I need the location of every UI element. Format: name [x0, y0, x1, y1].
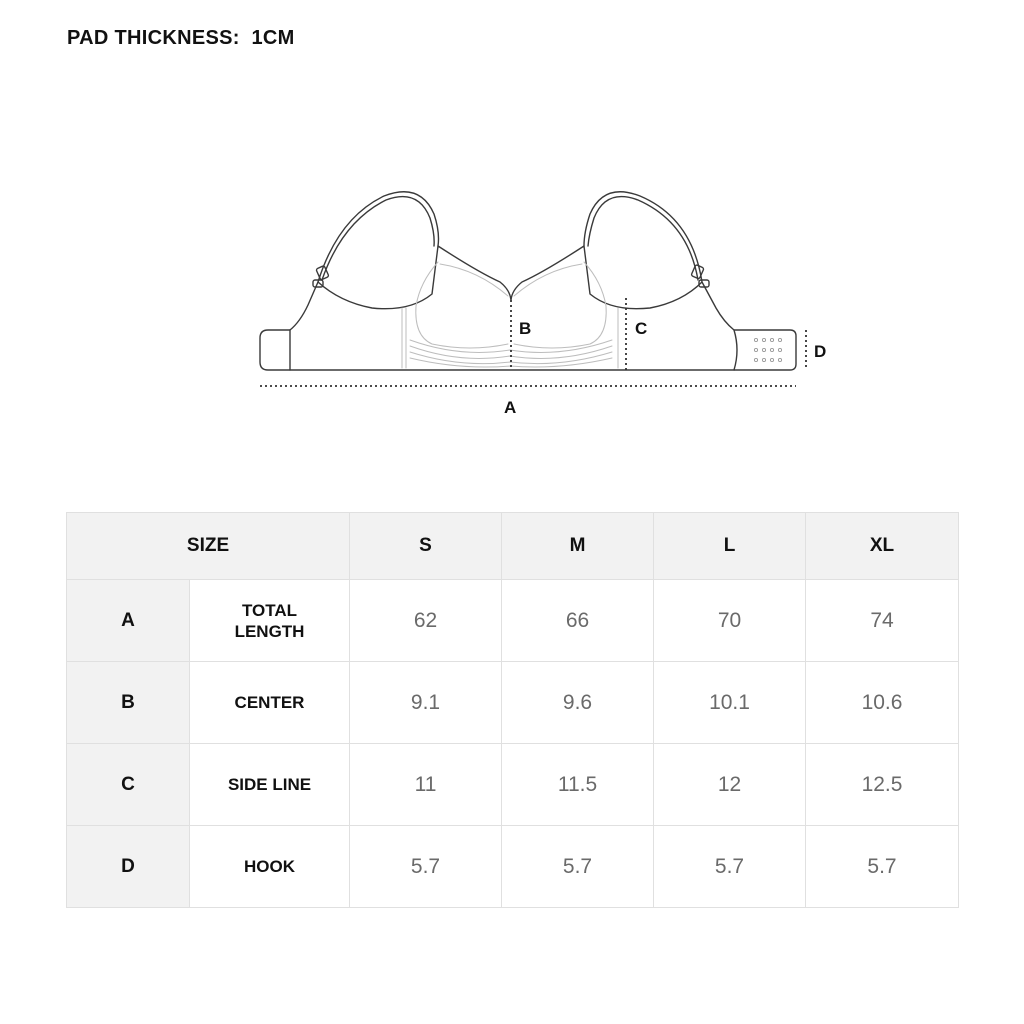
table-row [67, 744, 959, 826]
hook-eyes [754, 338, 781, 361]
size-chart-table [66, 512, 959, 908]
row-label: HOOK [190, 826, 350, 908]
table-cell: 5.7 [806, 826, 959, 908]
table-cell: 12.5 [806, 744, 959, 826]
row-label: CENTER [190, 662, 350, 744]
row-letter: B [67, 662, 190, 744]
row-label: TOTAL LENGTH [190, 580, 350, 662]
table-cell: 5.7 [350, 826, 502, 908]
table-cell: 5.7 [654, 826, 806, 908]
table-row [67, 662, 959, 744]
table-cell: 9.6 [502, 662, 654, 744]
hook-panel [734, 330, 737, 370]
left-strap [318, 192, 439, 282]
size-header-s: S [350, 513, 502, 580]
marker-a: A [504, 398, 517, 417]
table-cell: 11 [350, 744, 502, 826]
size-header-row [67, 513, 959, 580]
right-strap-inner [588, 197, 698, 280]
marker-c: C [635, 319, 648, 338]
marker-b: B [519, 319, 532, 338]
table-row [67, 826, 959, 908]
row-letter: D [67, 826, 190, 908]
table-cell: 66 [502, 580, 654, 662]
row-letter: C [67, 744, 190, 826]
size-header-l: L [654, 513, 806, 580]
pad-thickness-title: PAD THICKNESS: 1CM [67, 27, 295, 49]
table-cell: 10.1 [654, 662, 806, 744]
size-header-m: M [502, 513, 654, 580]
row-label: SIDE LINE [190, 744, 350, 826]
table-cell: 10.6 [806, 662, 959, 744]
table-cell: 74 [806, 580, 959, 662]
table-cell: 9.1 [350, 662, 502, 744]
bra-measurement-diagram [0, 0, 1024, 440]
table-cell: 70 [654, 580, 806, 662]
table-row [67, 580, 959, 662]
band-outline [260, 246, 796, 370]
table-cell: 12 [654, 744, 806, 826]
size-header-xl: XL [806, 513, 959, 580]
table-cell: 11.5 [502, 744, 654, 826]
left-cup-seam [416, 262, 508, 348]
left-strap-inner [322, 197, 434, 280]
row-letter: A [67, 580, 190, 662]
table-cell: 62 [350, 580, 502, 662]
table-cell: 5.7 [502, 826, 654, 908]
marker-d: D [814, 342, 827, 361]
size-header-label: SIZE [67, 513, 350, 580]
